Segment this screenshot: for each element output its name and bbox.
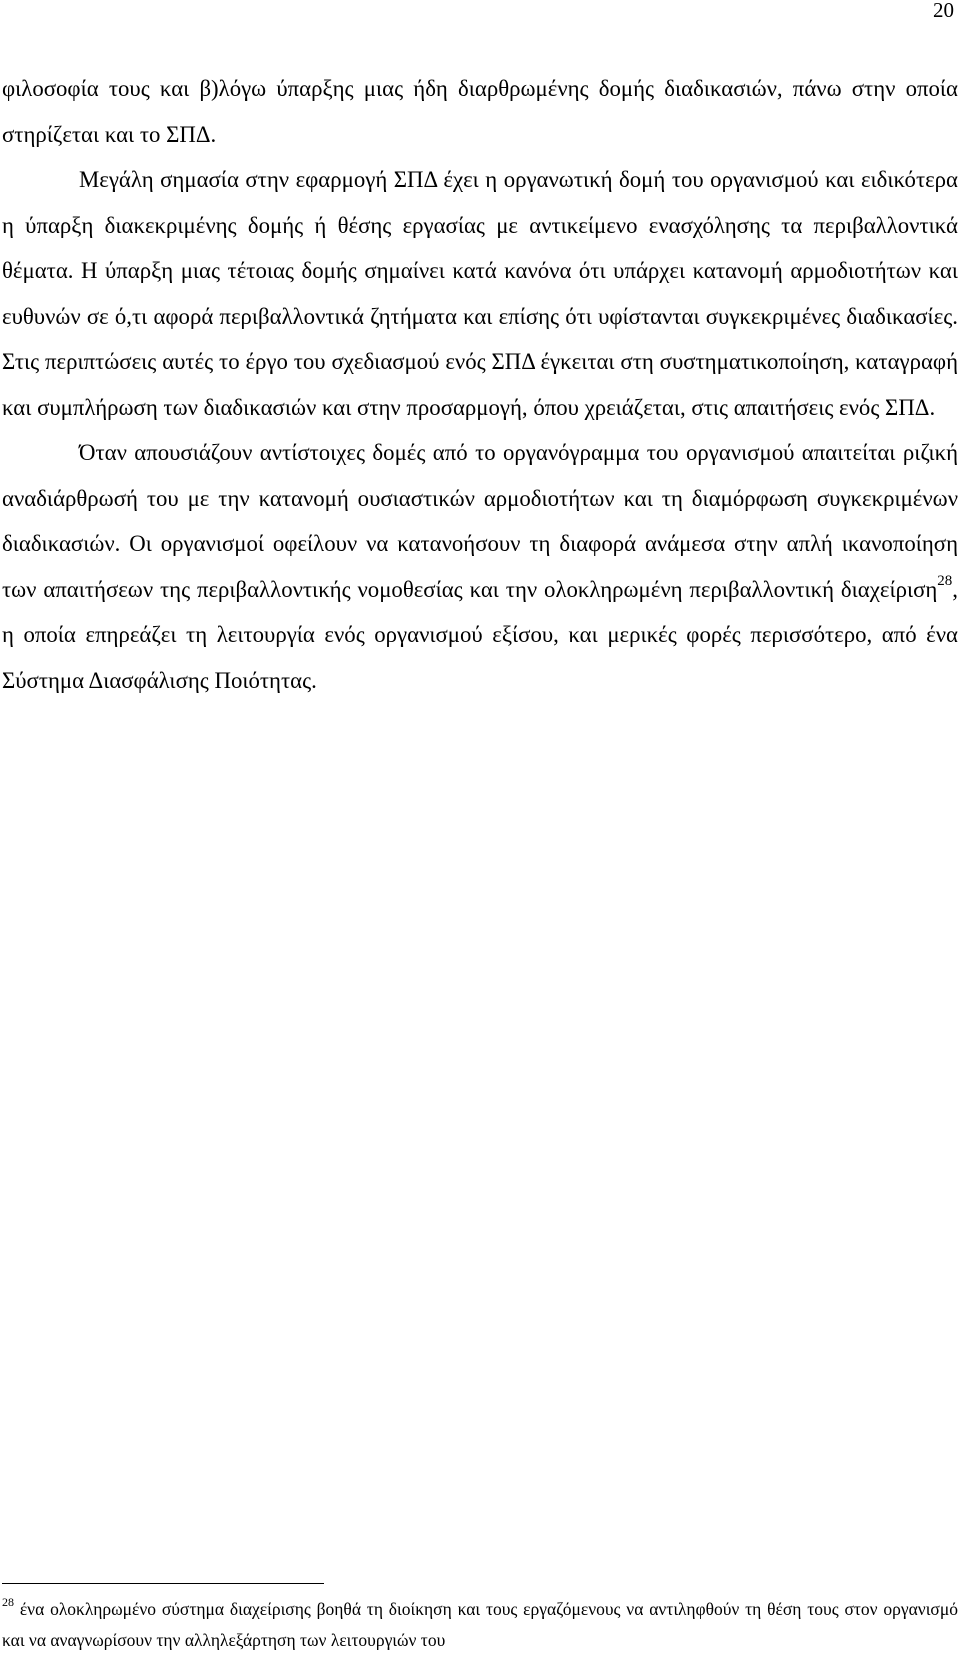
footnote <box>2 1594 958 1656</box>
paragraph-3-text-start: Όταν απουσιάζουν αντίστοιχες δομές από το οργανόγραμμα του οργανισμού απαιτείται ριζική αναδιάρθρωσή του με την κατανομή ουσιαστικών αρμοδιοτήτων και τη διαμόρφωση συγκεκριμένων διαδικασιών. Οι οργανισμοί οφείλουν να κατανοήσουν τη διαφορά ανάμεσα στην απλή ικανοποίηση των απαιτήσεων της περιβαλλοντικής νομοθεσίας και την ολοκληρωμένη περιβαλλοντική διαχείριση <box>2 440 958 602</box>
footnote-text: ένα ολοκληρωμένο σύστημα διαχείρισης βοηθά τη διοίκηση και τους εργαζόμενους να αντιληφθούν τη θέση τους στον οργανισμό και να αναγνωρίσουν την αλληλεξάρτηση των λειτουργιών του <box>2 1599 958 1650</box>
paragraph-3-text-end: , η οποία επηρεάζει τη λειτουργία ενός οργανισμού εξίσου, και μερικές φορές περισσότερο, από ένα Σύστημα Διασφάλισης Ποιότητας. <box>2 576 958 693</box>
page-number: 20 <box>933 0 954 22</box>
paragraph-3 <box>2 430 958 703</box>
footnote-marker: 28 <box>2 1595 14 1610</box>
body-text <box>2 66 958 703</box>
paragraph-1: φιλοσοφία τους και β)λόγω ύπαρξης μιας ήδη διαρθρωμένης δομής διαδικασιών, πάνω στην οποία στηρίζεται και το ΣΠΔ. <box>2 76 958 147</box>
footnote-separator <box>2 1583 324 1584</box>
paragraph-2: Μεγάλη σημασία στην εφαρμογή ΣΠΔ έχει η οργανωτική δομή του οργανισμού και ειδικότερα η ύπαρξη διακεκριμένης δομής ή θέσης εργασίας με αντικείμενο ενασχόλησης τα περιβαλλοντικά θέματα. Η ύπαρξη μιας τέτοιας δομής σημαίνει κατά κανόνα ότι υπάρχει κατανομή αρμοδιοτήτων και ευθυνών σε ό,τι αφορά περιβαλλοντικά ζητήματα και επίσης ότι υφίστανται συγκεκριμένες διαδικασίες. Στις περιπτώσεις αυτές το έργο του σχεδιασμού ενός ΣΠΔ έγκειται στη συστηματικοποίηση, καταγραφή και συμπλήρωση των διαδικασιών και στην προσαρμογή, όπου χρειάζεται, στις απαιτήσεις ενός ΣΠΔ. <box>2 167 958 420</box>
footnote-reference[interactable]: 28 <box>937 572 953 589</box>
